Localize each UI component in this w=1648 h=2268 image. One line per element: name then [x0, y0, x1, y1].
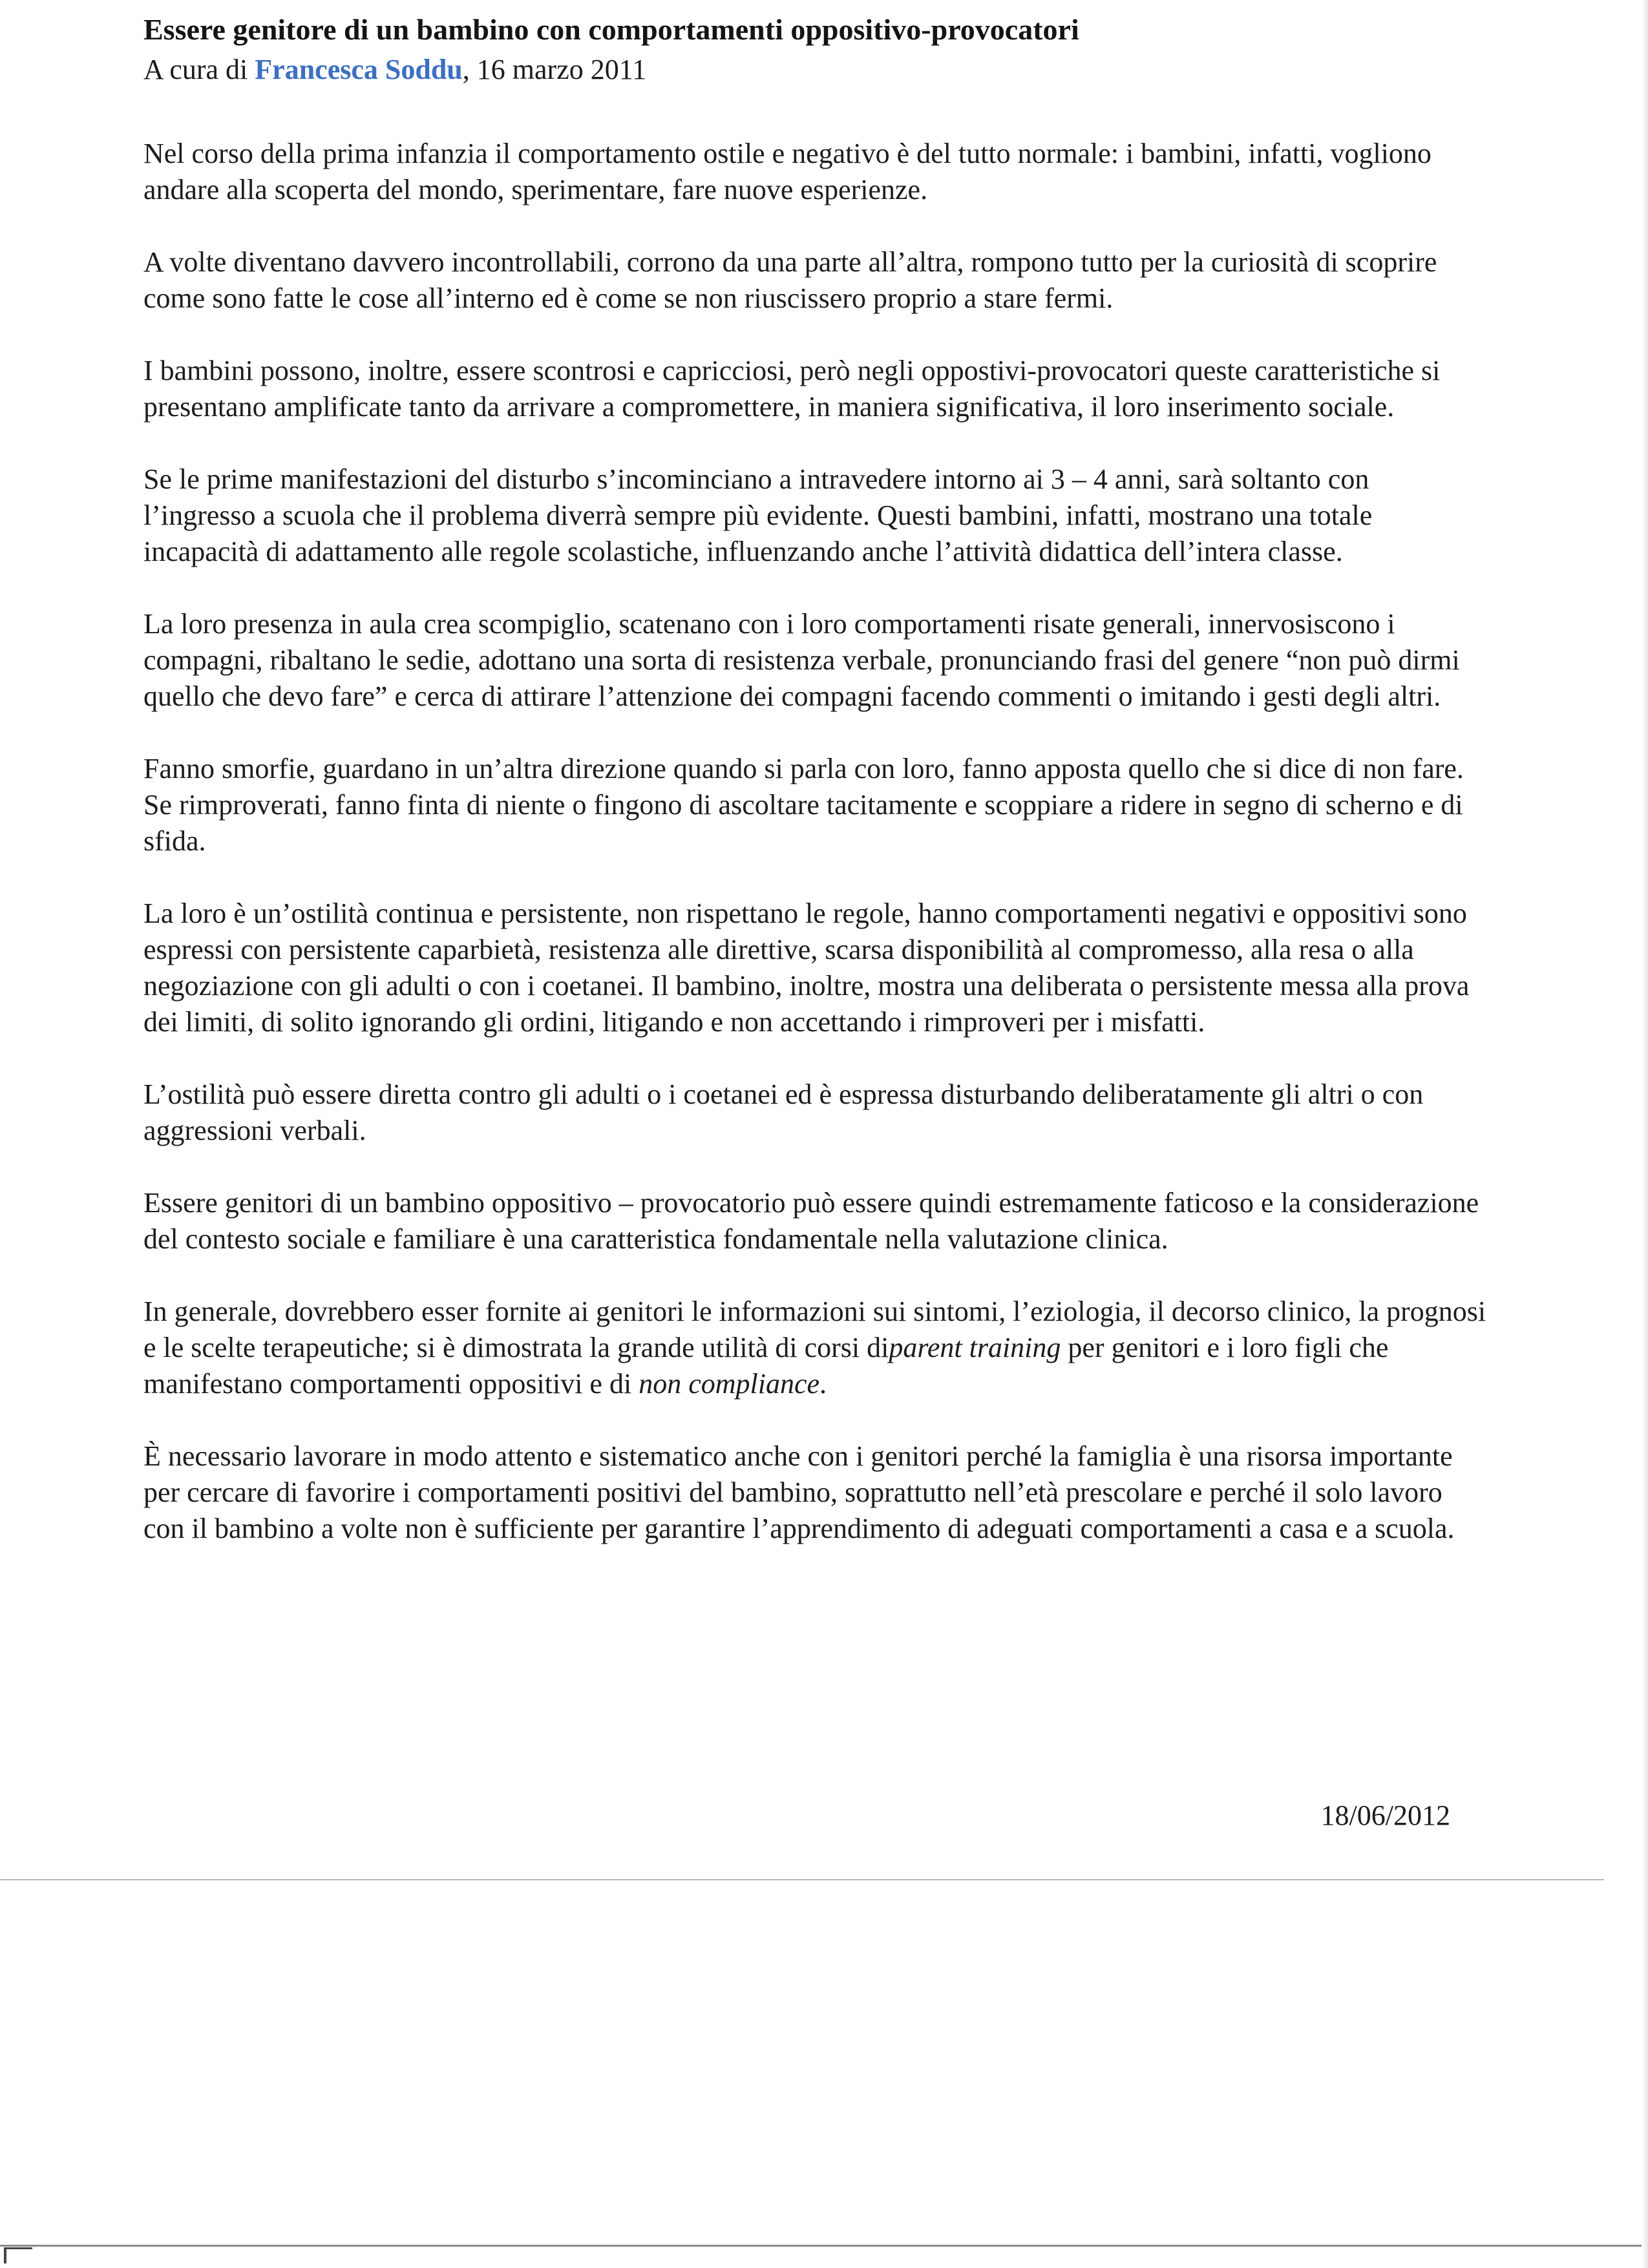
byline-prefix: A cura di: [143, 54, 255, 85]
author-name: Francesca Soddu: [255, 54, 463, 85]
scan-bottom-edge: [0, 2245, 1648, 2247]
paragraph: L’ostilità può essere diretta contro gli adulti o i coetanei ed è espressa disturbando deliberatamente gli altri o con aggressioni verbali.: [143, 1078, 1424, 1146]
paragraph: Nel corso della prima infanzia il comportamento ostile e negativo è del tutto normale: i bambini, infatti, vogliono andare alla scoperta del mondo, sperimentare, fare nuove esperienze.: [143, 138, 1431, 205]
paragraph-text: per genitori e i loro figli che manifestano comportamenti oppositivi e di: [143, 1332, 1389, 1400]
horizontal-rule: [0, 1879, 1604, 1880]
paragraph-text: In generale, dovrebbero esser fornite ai genitori le informazioni sui sintomi, l’eziologia, il decorso clinico, la prognosi e le scelte terapeutiche; si è dimostrata la grande utilità di corsi di: [143, 1296, 1486, 1363]
paragraph: La loro presenza in aula crea scompiglio, scatenano con i loro comportamenti risate generali, innervosiscono i compagni, ribaltano le sedie, adottano una sorta di resistenza verbale, pronunciando frasi del genere “non può dirmi quello che devo fare” e cerca di attirare l’attenzione dei compagni facendo commenti o imitando i gesti degli altri.: [143, 608, 1460, 712]
paragraph: I bambini possono, inoltre, essere scontrosi e capricciosi, però negli oppostivi-provocatori queste caratteristiche si presentano amplificate tanto da arrivare a compromettere, in maniera significativa, il loro inserimento sociale.: [143, 355, 1441, 423]
scan-right-edge-shade: [1642, 0, 1648, 2268]
paragraph: La loro è un’ostilità continua e persistente, non rispettano le regole, hanno comportamenti negativi e oppositivi sono espressi con persistente caparbietà, resistenza alle direttive, scarsa disponibilità al compromesso, alla resa o alla negoziazione con gli adulti o con i coetanei. Il bambino, inoltre, mostra una deliberata o persistente messa alla prova dei limiti, di solito ignorando gli ordini, litigando e non accettando i rimproveri per i misfatti.: [143, 898, 1470, 1038]
paragraph: È necessario lavorare in modo attento e sistematico anche con i genitori perché la famiglia è una risorsa importante per cercare di favorire i comportamenti positivi del bambino, soprattutto nell’età prescolare e perché il solo lavoro con il bambino a volte non è sufficiente per garantire l’apprendimento di adeguati comportamenti a casa e a scuola.: [143, 1440, 1455, 1544]
byline-date: , 16 marzo 2011: [462, 54, 647, 85]
article: [143, 9, 1488, 1583]
paragraph: Se le prime manifestazioni del disturbo s’incominciano a intravedere intorno ai 3 – 4 anni, sarà soltanto con l’ingresso a scuola che il problema diverrà sempre più evidente. Questi bambini, infatti, mostrano una totale incapacità di adattamento alle regole scolastiche, influenzando anche l’attività didattica dell’intera classe.: [143, 463, 1373, 567]
print-date: 18/06/2012: [1320, 1800, 1450, 1831]
paragraph: Essere genitori di un bambino oppositivo – provocatorio può essere quindi estremamente faticoso e la considerazione del contesto sociale e familiare è una caratteristica fondamentale nella valutazione clinica.: [143, 1187, 1479, 1255]
paragraph: Fanno smorfie, guardano in un’altra direzione quando si parla con loro, fanno apposta quello che si dice di non fare. Se rimproverati, fanno finta di niente o fingono di ascoltare tacitamente e scoppiare a ridere in segno di scherno e di sfida.: [143, 753, 1464, 857]
scan-corner-mark: [4, 2247, 32, 2263]
byline: [143, 50, 1488, 89]
paragraph: A volte diventano davvero incontrollabili, corrono da una parte all’altra, rompono tutto per la curiosità di scoprire come sono fatte le cose all’interno ed è come se non riuscissero proprio a stare fermi.: [143, 246, 1437, 314]
paragraph-text: .: [819, 1368, 827, 1400]
article-title: Essere genitore di un bambino con comportamenti oppositivo-provocatori: [143, 13, 1079, 46]
paragraph-with-italics: [143, 1294, 1488, 1402]
italic-term: parent training: [889, 1332, 1061, 1363]
italic-term: non compliance: [639, 1368, 819, 1400]
